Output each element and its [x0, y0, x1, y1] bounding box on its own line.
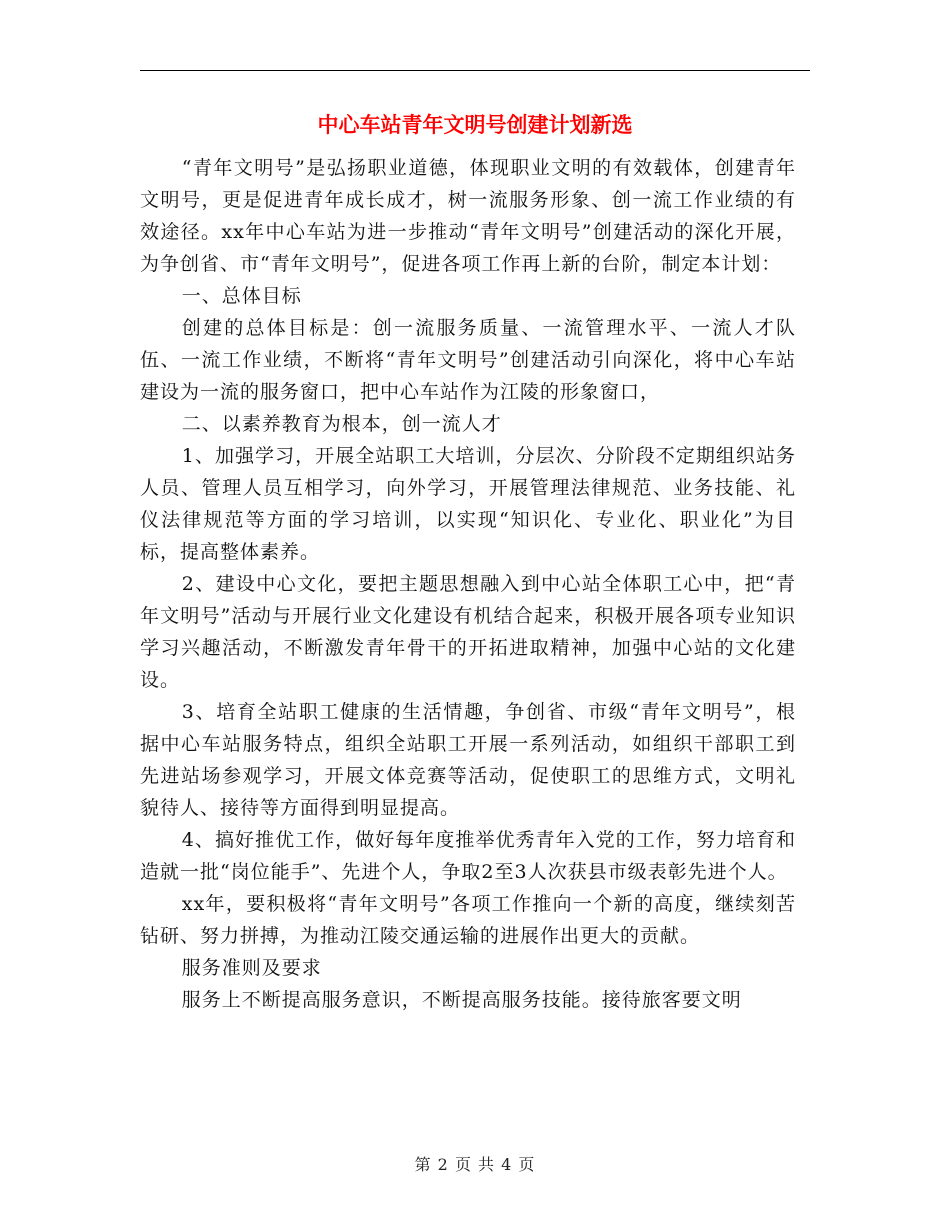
paragraph-overall-goal: 创建的总体目标是：创一流服务质量、一流管理水平、一流人才队伍、一流工作业绩，不断将“青年文明号”创建活动引向深化，将中心车站建设为一流的服务窗口，把中心车站作为江陵的形象窗口，	[140, 317, 796, 403]
document-body	[140, 152, 796, 1016]
paragraph-service-rules: 服务上不断提高服务意识，不断提高服务技能。接待旅客要文明	[181, 989, 742, 1011]
paragraph-conclusion: xx年，要积极将“青年文明号”各项工作推向一个新的高度，继续刻苦钻研、努力拼搏，为推动江陵交通运输的进展作出更大的贡献。	[140, 893, 796, 947]
header-rule	[140, 70, 810, 71]
section-heading-education: 二、以素养教育为根本，创一流人才	[181, 413, 502, 435]
paragraph-intro: “青年文明号”是弘扬职业道德，体现职业文明的有效载体，创建青年文明号，更是促进青年成长成才，树一流服务形象、创一流工作业绩的有效途径。xx年中心车站为进一步推动“青年文明号”创建活动的深化开展，为争创省、市“青年文明号”，促进各项工作再上新的台阶，制定本计划：	[140, 157, 796, 275]
paragraph-item-4: 4、搞好推优工作，做好每年度推举优秀青年入党的工作，努力培育和造就一批“岗位能手”、先进个人，争取2至3人次获县市级表彰先进个人。	[140, 829, 796, 883]
paragraph-item-2: 2、建设中心文化，要把主题思想融入到中心站全体职工心中，把“青年文明号”活动与开展行业文化建设有机结合起来，积极开展各项专业知识学习兴趣活动，不断激发青年骨干的开拓进取精神，加强中心站的文化建设。	[140, 573, 796, 691]
document-title: 中心车站青年文明号创建计划新选	[317, 113, 633, 137]
section-heading-overall-goal: 一、总体目标	[181, 285, 302, 307]
section-heading-service-rules: 服务准则及要求	[181, 957, 322, 979]
paragraph-item-1: 1、加强学习，开展全站职工大培训，分层次、分阶段不定期组织站务人员、管理人员互相学习，向外学习，开展管理法律规范、业务技能、礼仪法律规范等方面的学习培训，以实现“知识化、专业化、职业化”为目标，提高整体素养。	[140, 445, 796, 563]
page-number-footer: 第 2 页 共 4 页	[414, 1155, 536, 1174]
paragraph-item-3: 3、培育全站职工健康的生活情趣，争创省、市级“青年文明号”，根据中心车站服务特点，组织全站职工开展一系列活动，如组织干部职工到先进站场参观学习，开展文体竞赛等活动，促使职工的思维方式，文明礼貌待人、接待等方面得到明显提高。	[140, 701, 796, 819]
